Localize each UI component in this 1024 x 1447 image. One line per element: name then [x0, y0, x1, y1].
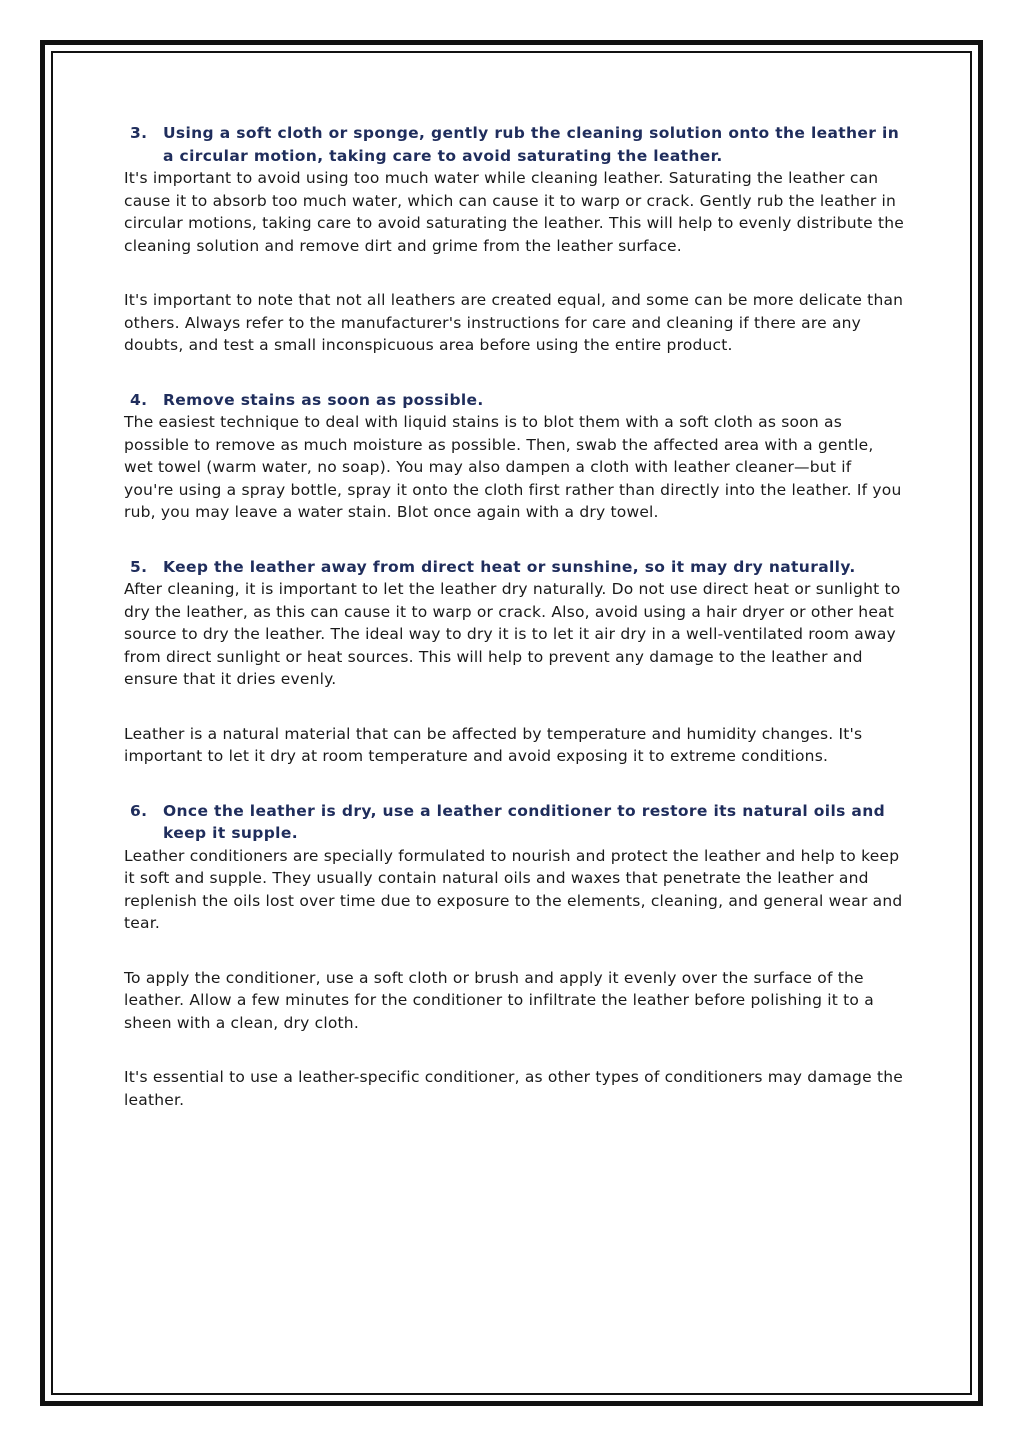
- body-paragraph: It's important to note that not all leathers are created equal, and some can be more delicate than others. Always refer to the manufacturer's instructions for care and cleaning if there are any doubts, and test a small inconspicuous area before using the entire product.: [124, 291, 904, 354]
- body-paragraph: Leather is a natural material that can be affected by temperature and humidity changes. It's important to let it dry at room temperature and avoid exposing it to extreme conditions.: [124, 724, 863, 765]
- step-title: Keep the leather away from direct heat or sunshine, so it may dry naturally.: [163, 557, 856, 576]
- step-number: 3.: [130, 124, 148, 142]
- body-paragraph: It's essential to use a leather-specific conditioner, as other types of conditioners may damage the leather.: [124, 1068, 903, 1109]
- body-paragraph: The easiest technique to deal with liquid stains is to blot them with a soft cloth as soon as possible to remove as much moisture as possible. Then, swab the affected area with a gentle, wet towel (warm water, no soap). You may also dampen a cloth with leather cleaner—but if you're using a spray bottle, spray it onto the cloth first rather than directly into the leather. If you rub, you may leave a water stain. Blot once again with a dry towel.: [124, 413, 902, 521]
- step-number: 4.: [130, 390, 148, 409]
- step-heading: [130, 800, 906, 845]
- step-heading: [130, 122, 906, 167]
- step-title: Remove stains as soon as possible.: [163, 390, 484, 409]
- body-paragraph: Leather conditioners are specially formulated to nourish and protect the leather and help to keep it soft and supple. They usually contain natural oils and waxes that penetrate the leather and replenish the oils lost over time due to exposure to the elements, cleaning, and general wear and tear.: [124, 846, 903, 932]
- step-heading: [130, 389, 906, 412]
- step-heading: [130, 556, 906, 579]
- step-title: Using a soft cloth or sponge, gently rub the cleaning solution onto the leather in a circular motion, taking care to avoid saturating the leather.: [163, 124, 900, 165]
- step-number: 5.: [130, 557, 148, 576]
- document-body: [124, 122, 906, 1111]
- step-title: Once the leather is dry, use a leather conditioner to restore its natural oils and keep it supple.: [163, 801, 886, 842]
- body-paragraph: After cleaning, it is important to let the leather dry naturally. Do not use direct heat or sunlight to dry the leather, as this can cause it to warp or crack. Also, avoid using a hair dryer or other heat source to dry the leather. The ideal way to dry it is to let it air dry in a well-ventilated room away from direct sunlight or heat sources. This will help to prevent any damage to the leather and ensure that it dries evenly.: [124, 580, 901, 688]
- step-number: 6.: [130, 801, 148, 820]
- body-paragraph: To apply the conditioner, use a soft cloth or brush and apply it evenly over the surface of the leather. Allow a few minutes for the conditioner to infiltrate the leather before polishing it to a sheen with a clean, dry cloth.: [124, 968, 874, 1032]
- body-paragraph: It's important to avoid using too much water while cleaning leather. Saturating the leather can cause it to absorb too much water, which can cause it to warp or crack. Gently rub the leather in circular motions, taking care to avoid saturating the leather. This will help to evenly distribute the cleaning solution and remove dirt and grime from the leather surface.: [124, 169, 904, 255]
